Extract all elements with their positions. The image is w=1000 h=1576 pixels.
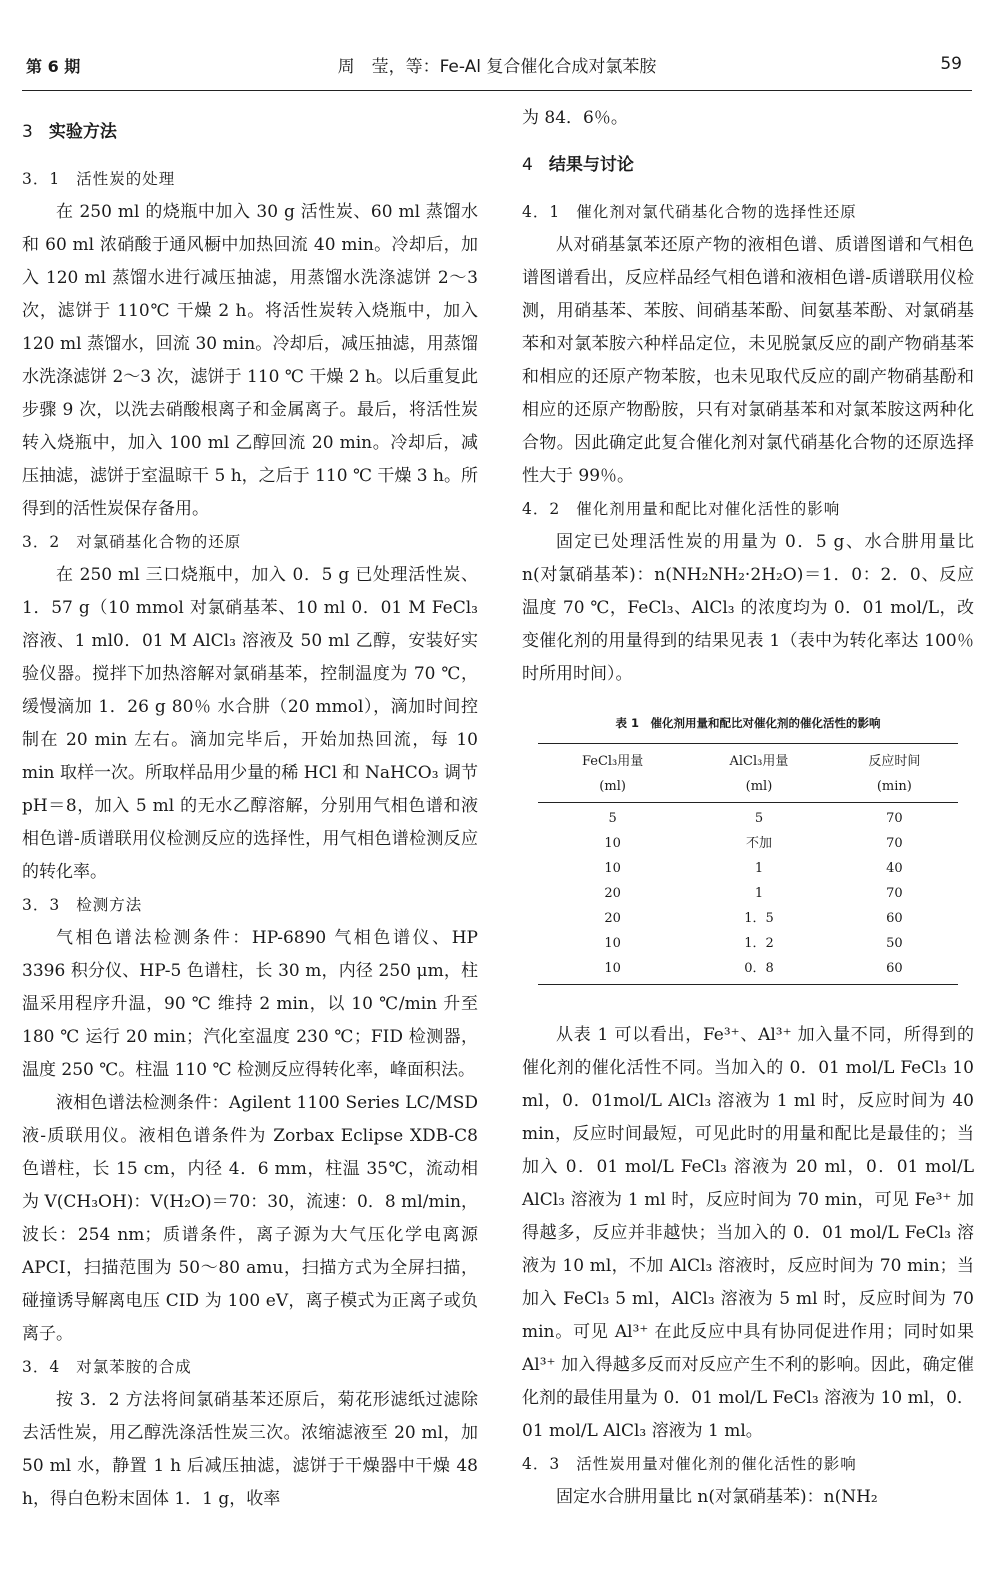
- table-row: [538, 856, 958, 881]
- subsection-number: 3．4: [22, 1358, 61, 1376]
- right-column: [522, 102, 974, 1514]
- subsection-number: 4．1: [522, 203, 561, 221]
- subsection-title: 检测方法: [76, 896, 143, 914]
- table-row: [538, 831, 958, 856]
- subsection-number: 4．2: [522, 500, 561, 518]
- paragraph: 气相色谱法检测条件：HP-6890 气相色谱仪、HP 3396 积分仪、HP-5 色谱柱，长 30 m，内径 250 μm，柱温采用程序升温，90 ℃ 维持 2 min，以 10 ℃/min 升至 180 ℃ 运行 20 min；汽化室温度 230 ℃；FID 检测器，温度 250 ℃。柱温 110 ℃ 检测反应得转化率，峰面积法。: [22, 928, 478, 1080]
- table-cell: 60: [886, 911, 903, 926]
- subsection-number: 3．2: [22, 533, 61, 551]
- column-unit: (ml): [538, 774, 687, 803]
- section-number: 4: [522, 155, 533, 175]
- table-cell: 0．8: [687, 956, 830, 985]
- column-unit: (ml): [687, 774, 830, 803]
- subsection-heading: [22, 1351, 478, 1384]
- paragraph: 从表 1 可以看出，Fe³⁺、Al³⁺ 加入量不同，所得到的催化剂的催化活性不同。当加入的 0．01 mol/L FeCl₃ 10 ml，0．01mol/L AlCl₃ 溶液为 1 ml 时，反应时间为 40 min，反应时间最短，可见此时的用量和配比是最佳的；当加入 0．01 mol/L FeCl₃ 溶液为 20 ml，0．01 mol/L AlCl₃ 溶液为 1 ml 时，反应时间为 70 min，可见 Fe³⁺ 加得越多，反应并非越快；当加入的 0．01 mol/L FeCl₃ 溶液为 10 ml，不加 AlCl₃ 溶液时，反应时间为 70 min；当加入 FeCl₃ 5 ml，AlCl₃ 溶液为 5 ml 时，反应时间为 70 min。可见 Al³⁺ 在此反应中具有协同促进作用；同时如果 Al³⁺ 加入得越多反而对反应产生不利的影响。因此，确定催化剂的最佳用量为 0．01 mol/L FeCl₃ 溶液为 10 ml，0．01 mol/L AlCl₃ 溶液为 1 ml。: [522, 1025, 974, 1441]
- subsection-number: 3．1: [22, 170, 61, 188]
- issue-number: 第 6 期: [26, 57, 81, 76]
- table-cell: 20: [604, 911, 621, 926]
- page-number: 59: [940, 54, 962, 74]
- column-header: AlCl₃用量: [687, 744, 830, 775]
- paragraph: 在 250 ml 的烧瓶中加入 30 g 活性炭、60 ml 蒸馏水和 60 ml 浓硝酸于通风橱中加热回流 40 min。冷却后，加入 120 ml 蒸馏水进行减压抽滤，用蒸馏水洗涤滤饼 2～3 次，滤饼于 110℃ 干燥 2 h。将活性炭转入烧瓶中，加入 120 ml 蒸馏水，回流 30 min。冷却后，减压抽滤，用蒸馏水洗涤滤饼 2～3 次，滤饼于 110 ℃ 干燥 2 h。以后重复此步骤 9 次，以洗去硝酸根离子和金属离子。最后，将活性炭转入烧瓶中，加入 100 ml 乙醇回流 20 min。冷却后，减压抽滤，滤饼于室温晾干 5 h，之后于 110 ℃ 干燥 3 h。所得到的活性炭保存备用。: [22, 202, 478, 519]
- table-cell: 70: [886, 811, 903, 826]
- table-row: [538, 956, 958, 985]
- table-cell: 10: [604, 936, 621, 951]
- subsection-heading: [522, 493, 974, 526]
- section-heading: [522, 149, 974, 182]
- table-cell: 70: [886, 836, 903, 851]
- table-row: [538, 906, 958, 931]
- table-row: [538, 931, 958, 956]
- table-cell: 5: [754, 811, 764, 826]
- table-row: [538, 803, 958, 832]
- paragraph: 从对硝基氯苯还原产物的液相色谱、质谱图谱和气相色谱图谱看出，反应样品经气相色谱和液相色谱-质谱联用仪检测，用硝基苯、苯胺、间硝基苯酚、间氨基苯酚、对氯硝基苯和对氯苯胺六种样品定位，未见脱氯反应的副产物硝基苯和相应的还原产物苯胺，也未见取代反应的副产物硝基酚和相应的还原产物酚胺，只有对氯硝基苯和对氯苯胺这两种化合物。因此确定此复合催化剂对氯代硝基化合物的还原选择性大于 99％。: [522, 235, 974, 486]
- data-table: [538, 743, 958, 985]
- table-cell: 70: [886, 886, 903, 901]
- table-cell: 10: [604, 836, 621, 851]
- paragraph: 固定已处理活性炭的用量为 0．5 g、水合肼用量比 n(对氯硝基苯)：n(NH₂NH₂·2H₂O)＝1．0：2．0、反应温度 70 ℃，FeCl₃、AlCl₃ 的浓度均为 0．01 mol/L，改变催化剂的用量得到的结果见表 1（表中为转化率达 100％时所用时间）。: [522, 532, 974, 684]
- table-row: [538, 881, 958, 906]
- subsection-number: 4．3: [522, 1455, 561, 1473]
- table-block: [522, 713, 974, 1019]
- running-header: [22, 40, 972, 91]
- subsection-heading: [22, 889, 478, 922]
- table-cell: 40: [886, 861, 903, 876]
- section-title: 实验方法: [48, 122, 117, 142]
- column-unit: (min): [831, 774, 958, 803]
- subsection-title: 催化剂对氯代硝基化合物的选择性还原: [576, 203, 857, 221]
- table-caption: 表 1 催化剂用量和配比对催化剂的催化活性的影响: [615, 716, 881, 730]
- subsection-heading: [22, 526, 478, 559]
- subsection-title: 活性炭的处理: [76, 170, 176, 188]
- table-cell: 1．2: [744, 936, 774, 951]
- paragraph: 固定水合肼用量比 n(对氯硝基苯)：n(NH₂: [556, 1487, 878, 1507]
- table-cell: 1: [754, 861, 764, 876]
- subsection-heading: [522, 1448, 974, 1481]
- section-title: 结果与讨论: [548, 155, 634, 175]
- subsection-heading: [522, 196, 974, 229]
- subsection-title: 对氯硝基化合物的还原: [76, 533, 242, 551]
- left-column: [22, 102, 478, 1516]
- table-cell: 不加: [745, 836, 772, 851]
- section-number: 3: [22, 122, 33, 142]
- table-cell: 1: [754, 886, 764, 901]
- subsection-title: 对氯苯胺的合成: [76, 1358, 192, 1376]
- column-header: 反应时间: [831, 744, 958, 775]
- paragraph: 按 3．2 方法将间氯硝基苯还原后，菊花形滤纸过滤除去活性炭，用乙醇洗涤活性炭三次。浓缩滤液至 20 ml，加 50 ml 水，静置 1 h 后减压抽滤，滤饼于干燥器中干燥 48 h，得白色粉末固体 1．1 g，收率: [22, 1390, 478, 1509]
- table-cell: 10: [604, 861, 621, 876]
- table-cell: 1．5: [744, 911, 774, 926]
- table-cell: 60: [831, 956, 958, 985]
- table-cell: 50: [886, 936, 903, 951]
- subsection-heading: [22, 163, 478, 196]
- paragraph: 在 250 ml 三口烧瓶中，加入 0．5 g 已处理活性炭、1．57 g（10 mmol 对氯硝基苯、10 ml 0．01 M FeCl₃ 溶液、1 ml0．01 M AlCl₃ 溶液及 50 ml 乙醇，安装好实验仪器。搅拌下加热溶解对氯硝基苯，控制温度为 70 ℃，缓慢滴加 1．26 g 80％ 水合肼（20 mmol），滴加时间控制在 20 min 左右。滴加完毕后，开始加热回流，每 10 min 取样一次。所取样品用少量的稀 HCl 和 NaHCO₃ 调节 pH＝8，加入 5 ml 的无水乙醇溶解，分别用气相色谱和液相色谱-质谱联用仪检测反应的选择性，用气相色谱检测反应的转化率。: [22, 565, 478, 882]
- table-cell: 20: [604, 886, 621, 901]
- table-cell: 10: [538, 956, 687, 985]
- paragraph: 液相色谱法检测条件：Agilent 1100 Series LC/MSD 液-质联用仪。液相色谱条件为 Zorbax Eclipse XDB-C8 色谱柱，长 15 cm，内径 4．6 mm，柱温 35℃，流动相为 V(CH₃OH)：V(H₂O)＝70：30，流速：0．8 ml/min，波长：254 nm；质谱条件，离子源为大气压化学电离源 APCI，扫描范围为 50～80 amu，扫描方式为全屏扫描，碰撞诱导解离电压 CID 为 100 eV，离子模式为正离子或负离子。: [22, 1093, 478, 1344]
- table-cell: 5: [608, 811, 617, 826]
- subsection-title: 催化剂用量和配比对催化活性的影响: [576, 500, 841, 518]
- subsection-title: 活性炭用量对催化剂的催化活性的影响: [576, 1455, 857, 1473]
- paragraph-continuation: 为 84．6％。: [522, 108, 628, 128]
- column-header: FeCl₃用量: [538, 744, 687, 775]
- running-title: 周 莹，等：Fe-Al 复合催化合成对氯苯胺: [337, 57, 657, 77]
- section-heading: [22, 116, 478, 149]
- subsection-number: 3．3: [22, 896, 61, 914]
